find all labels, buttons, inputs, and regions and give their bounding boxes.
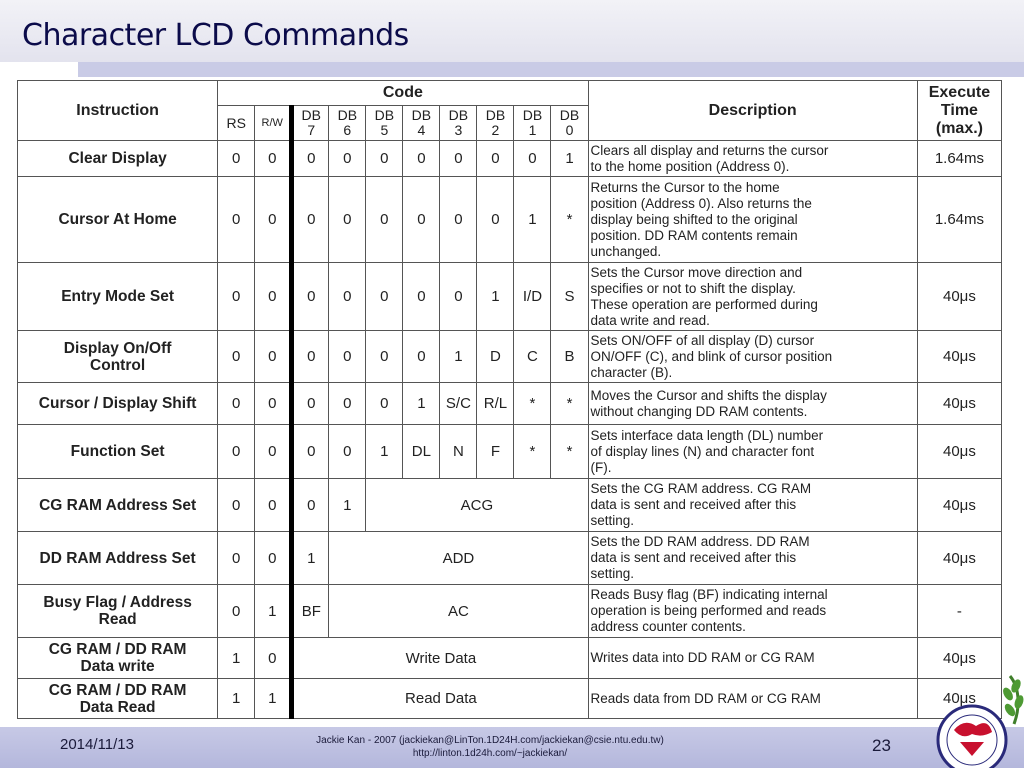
code-cell: 0 — [329, 263, 366, 331]
code-cell: 0 — [292, 331, 329, 383]
header-db4: DB 4 — [403, 106, 440, 141]
instruction-name: CG RAM / DD RAM Data Read — [18, 679, 218, 719]
execute-time-cell: 40μs — [917, 679, 1001, 719]
code-cell: * — [551, 177, 588, 263]
table-row — [18, 532, 1002, 585]
table-row — [18, 331, 1002, 383]
code-cell: 0 — [218, 141, 255, 177]
description-cell: Reads Busy flag (BF) indicating internal operation is being performed and reads address counter contents. — [588, 585, 917, 638]
instruction-name: Cursor / Display Shift — [18, 383, 218, 425]
code-cell: DL — [403, 425, 440, 479]
footer-bar — [0, 727, 1024, 768]
seal-emblem-icon — [938, 706, 1006, 768]
page-number: 23 — [872, 736, 891, 755]
description-cell: Moves the Cursor and shifts the display without changing DD RAM contents. — [588, 383, 917, 425]
laurel-leaf-icon — [1001, 676, 1024, 724]
execute-time-cell: - — [917, 585, 1001, 638]
code-cell: Read Data — [292, 679, 588, 719]
execute-time-cell: 1.64ms — [917, 177, 1001, 263]
footer-url: http://linton.1d24h.com/~jackiekan/ — [412, 748, 568, 759]
code-cell: D — [477, 331, 514, 383]
code-cell: * — [514, 425, 551, 479]
table-row — [18, 679, 1002, 719]
code-cell: 0 — [218, 532, 255, 585]
footer-credits — [260, 734, 720, 760]
code-cell: 1 — [218, 638, 255, 679]
code-cell: ADD — [329, 532, 588, 585]
header-execute-line3: (max.) — [935, 119, 983, 137]
code-cell: AC — [329, 585, 588, 638]
description-cell: Reads data from DD RAM or CG RAM — [588, 679, 917, 719]
lcd-commands-table — [17, 80, 1002, 719]
header-rs: RS — [218, 106, 255, 141]
code-cell: 0 — [292, 425, 329, 479]
table-body — [18, 141, 1002, 719]
code-cell: 0 — [255, 263, 292, 331]
table-row — [18, 425, 1002, 479]
code-cell: 0 — [218, 425, 255, 479]
description-cell: Returns the Cursor to the home position (Address 0). Also returns the display being shifted to the original position. DD RAM contents remain unchanged. — [588, 177, 917, 263]
code-cell: 0 — [255, 425, 292, 479]
code-cell: * — [514, 383, 551, 425]
code-cell: 0 — [403, 263, 440, 331]
code-cell: 0 — [255, 479, 292, 532]
code-cell: 0 — [329, 177, 366, 263]
code-cell: 0 — [255, 638, 292, 679]
code-cell: 1 — [440, 331, 477, 383]
code-cell: 0 — [440, 141, 477, 177]
code-cell: 0 — [440, 263, 477, 331]
code-cell: 0 — [477, 141, 514, 177]
table-row — [18, 177, 1002, 263]
code-cell: 0 — [218, 479, 255, 532]
instruction-name: Cursor At Home — [18, 177, 218, 263]
code-cell: * — [551, 425, 588, 479]
code-cell: 0 — [255, 383, 292, 425]
execute-time-cell: 40μs — [917, 263, 1001, 331]
code-cell: 1 — [551, 141, 588, 177]
code-cell: 0 — [292, 141, 329, 177]
execute-time-cell: 40μs — [917, 638, 1001, 679]
description-cell: Sets interface data length (DL) number of display lines (N) and character font (F). — [588, 425, 917, 479]
instruction-name: CG RAM Address Set — [18, 479, 218, 532]
code-cell: 0 — [218, 331, 255, 383]
code-cell: 1 — [403, 383, 440, 425]
table-row — [18, 141, 1002, 177]
code-cell: 0 — [329, 331, 366, 383]
university-seal-logo — [924, 668, 1024, 768]
execute-time-cell: 40μs — [917, 532, 1001, 585]
slide-title: Character LCD Commands — [22, 18, 409, 53]
code-cell: I/D — [514, 263, 551, 331]
header-execute-line1: Execute — [928, 83, 991, 101]
header-db5: DB 5 — [366, 106, 403, 141]
description-cell: Clears all display and returns the cursor to the home position (Address 0). — [588, 141, 917, 177]
execute-time-cell: 40μs — [917, 425, 1001, 479]
execute-time-cell: 40μs — [917, 383, 1001, 425]
code-cell: 0 — [292, 479, 329, 532]
header-db2: DB 2 — [477, 106, 514, 141]
code-cell: 0 — [255, 177, 292, 263]
code-cell: 0 — [514, 141, 551, 177]
table-row — [18, 479, 1002, 532]
code-cell: 1 — [514, 177, 551, 263]
code-cell: 1 — [218, 679, 255, 719]
code-cell: BF — [292, 585, 329, 638]
description-cell: Sets the Cursor move direction and specifies or not to shift the display. These operation are performed during data write and read. — [588, 263, 917, 331]
header-rw: R/W — [255, 106, 292, 141]
code-cell: C — [514, 331, 551, 383]
code-cell: F — [477, 425, 514, 479]
code-cell: 0 — [366, 383, 403, 425]
code-cell: B — [551, 331, 588, 383]
header-db7: DB 7 — [292, 106, 329, 141]
code-cell: 0 — [440, 177, 477, 263]
execute-time-cell: 40μs — [917, 479, 1001, 532]
header-db1: DB 1 — [514, 106, 551, 141]
header-code: Code — [218, 81, 588, 106]
description-cell: Sets ON/OFF of all display (D) cursor ON/OFF (C), and blink of cursor position character (B). — [588, 331, 917, 383]
title-accent-bar — [78, 62, 1024, 77]
footer-date: 2014/11/13 — [60, 736, 134, 753]
instruction-name: DD RAM Address Set — [18, 532, 218, 585]
code-cell: 0 — [366, 177, 403, 263]
table-row — [18, 383, 1002, 425]
code-cell: 1 — [292, 532, 329, 585]
header-execute-line2: Time — [940, 101, 978, 119]
code-cell: S/C — [440, 383, 477, 425]
table-row — [18, 638, 1002, 679]
table-row — [18, 585, 1002, 638]
header-instruction: Instruction — [18, 81, 218, 141]
code-cell: 0 — [218, 585, 255, 638]
code-cell: Write Data — [292, 638, 588, 679]
description-cell: Sets the CG RAM address. CG RAM data is sent and received after this setting. — [588, 479, 917, 532]
code-cell: 0 — [292, 177, 329, 263]
code-cell: 0 — [218, 177, 255, 263]
code-cell: 1 — [255, 585, 292, 638]
code-cell: 0 — [255, 141, 292, 177]
code-cell: 0 — [329, 141, 366, 177]
code-cell: S — [551, 263, 588, 331]
description-cell: Writes data into DD RAM or CG RAM — [588, 638, 917, 679]
instruction-name: Display On/Off Control — [18, 331, 218, 383]
instruction-name: Entry Mode Set — [18, 263, 218, 331]
code-cell: ACG — [366, 479, 588, 532]
code-cell: 0 — [218, 263, 255, 331]
code-cell: 0 — [255, 532, 292, 585]
code-cell: 0 — [329, 383, 366, 425]
instruction-name: Function Set — [18, 425, 218, 479]
code-cell: N — [440, 425, 477, 479]
instruction-name: Clear Display — [18, 141, 218, 177]
code-cell: 0 — [403, 141, 440, 177]
header-db3: DB 3 — [440, 106, 477, 141]
code-cell: 0 — [366, 331, 403, 383]
code-cell: 0 — [403, 331, 440, 383]
code-cell: 1 — [477, 263, 514, 331]
table-row — [18, 263, 1002, 331]
code-cell: 1 — [255, 679, 292, 719]
header-execute-time — [917, 81, 1001, 141]
code-cell: 0 — [366, 141, 403, 177]
header-db0: DB 0 — [551, 106, 588, 141]
code-cell: 0 — [292, 263, 329, 331]
instruction-name: Busy Flag / Address Read — [18, 585, 218, 638]
code-cell: 0 — [366, 263, 403, 331]
description-cell: Sets the DD RAM address. DD RAM data is sent and received after this setting. — [588, 532, 917, 585]
code-cell: 0 — [255, 331, 292, 383]
code-cell: * — [551, 383, 588, 425]
instruction-name: CG RAM / DD RAM Data write — [18, 638, 218, 679]
header-db6: DB 6 — [329, 106, 366, 141]
code-cell: R/L — [477, 383, 514, 425]
footer-credit-line: Jackie Kan - 2007 (jackiekan@LinTon.1D24H.com/jackiekan@csie.ntu.edu.tw) — [316, 735, 664, 746]
code-cell: 0 — [403, 177, 440, 263]
code-cell: 0 — [218, 383, 255, 425]
header-description: Description — [588, 81, 917, 141]
code-cell: 1 — [329, 479, 366, 532]
code-cell: 1 — [366, 425, 403, 479]
code-cell: 0 — [292, 383, 329, 425]
code-cell: 0 — [477, 177, 514, 263]
code-cell: 0 — [329, 425, 366, 479]
execute-time-cell: 40μs — [917, 331, 1001, 383]
execute-time-cell: 1.64ms — [917, 141, 1001, 177]
